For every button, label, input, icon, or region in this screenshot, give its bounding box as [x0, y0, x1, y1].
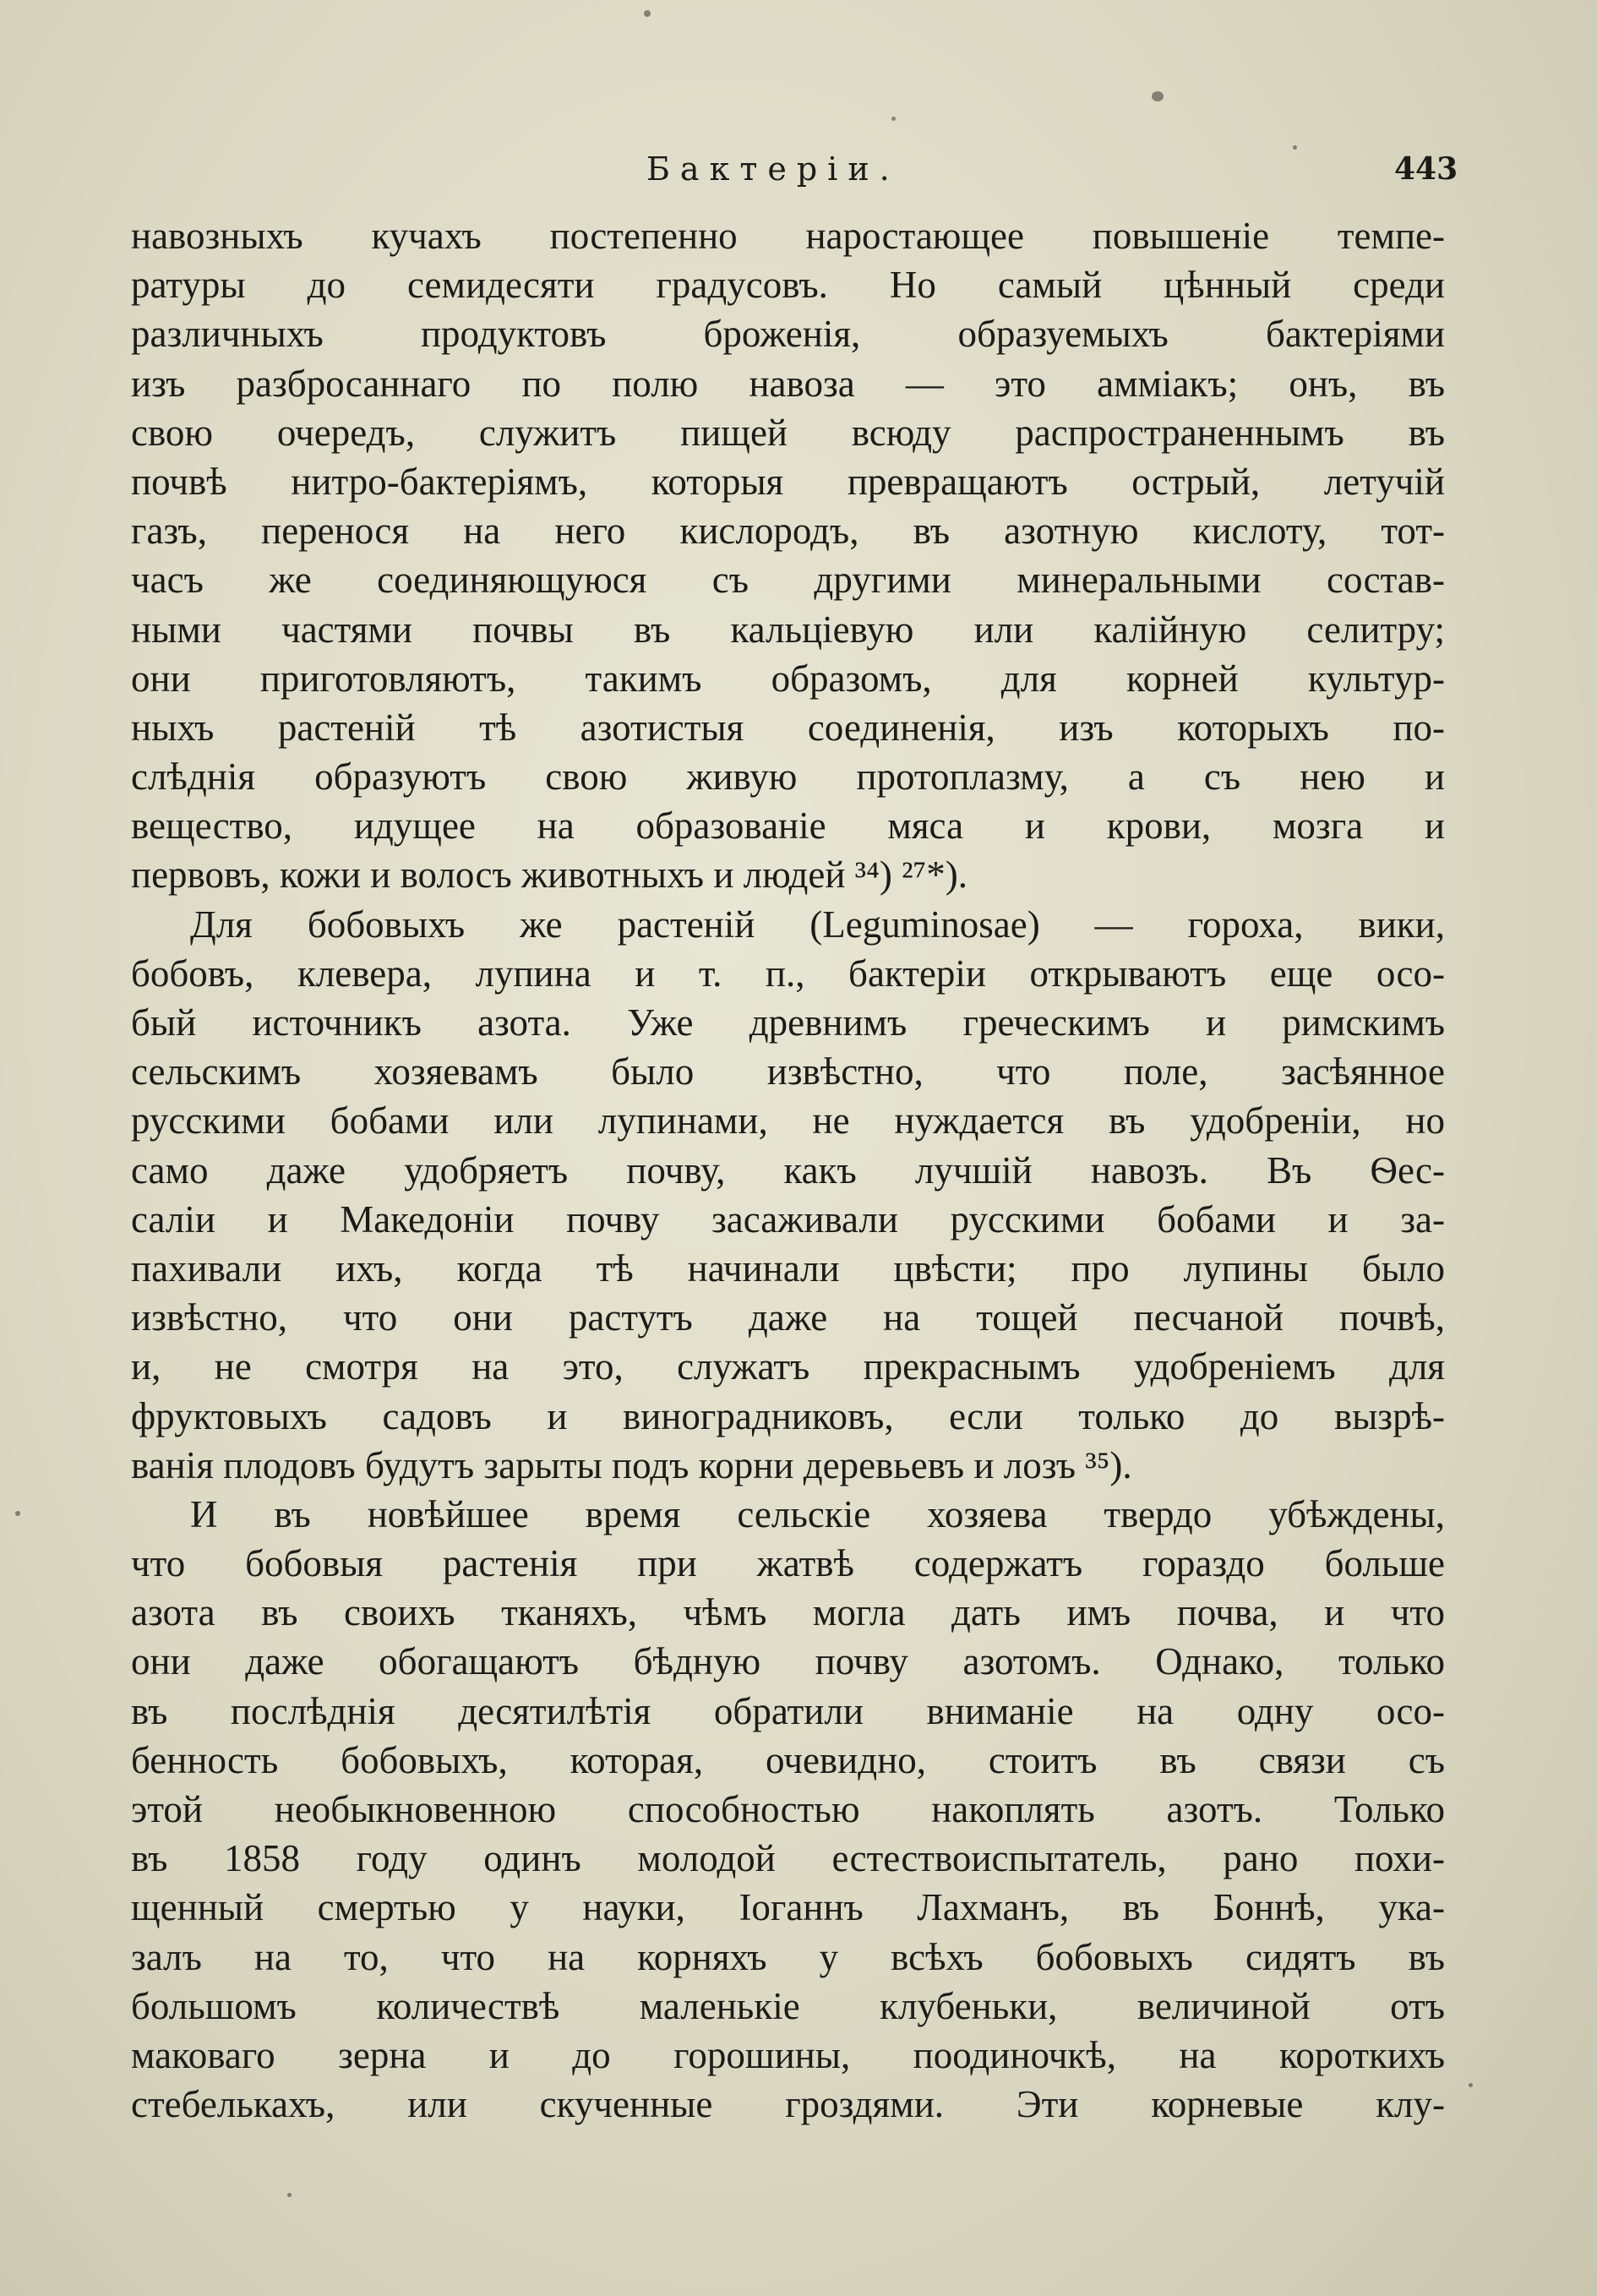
text-line: свою очередъ, служитъ пищей всюду распространеннымъ въ — [131, 411, 1445, 454]
text-line: въ послѣднія десятилѣтія обратили вниманіе на одну осо- — [131, 1689, 1445, 1732]
text-line: ными частями почвы въ кальціевую или калійную селитру; — [131, 608, 1445, 651]
text-line: они приготовляютъ, такимъ образомъ, для корней культур- — [131, 657, 1445, 700]
text-line: большомъ количествѣ маленькіе клубеньки, величиной отъ — [131, 1984, 1445, 2027]
text-line: пахивали ихъ, когда тѣ начинали цвѣсти; про лупины было — [131, 1246, 1445, 1290]
paragraph-3 — [131, 1490, 1445, 2129]
text-line: саліи и Македоніи почву засаживали русскими бобами и за- — [131, 1197, 1445, 1241]
text-line: щенный смертью у науки, Іоганнъ Лахманъ, въ Боннѣ, ука- — [131, 1886, 1445, 1929]
paper-speck — [15, 1511, 20, 1516]
text-line: Для бобовыхъ же растеній (Leguminosae) — гороха, вики, — [190, 903, 1445, 946]
text-line: бобовъ, клевера, лупина и т. п., бактеріи открываютъ еще осо- — [131, 952, 1445, 995]
text-line: изъ разбросаннаго по полю навоза — это амміакъ; онъ, въ — [131, 362, 1445, 405]
page-header — [0, 144, 1597, 194]
text-line: ныхъ растеній тѣ азотистыя соединенія, изъ которыхъ по- — [131, 706, 1445, 749]
text-line: слѣднія образуютъ свою живую протоплазму, а съ нею и — [131, 755, 1445, 799]
running-title: Бактеріи. — [646, 150, 900, 188]
paragraph-2 — [131, 900, 1445, 1490]
text-line: почвѣ нитро-бактеріямъ, которыя превращаютъ острый, летучій — [131, 460, 1445, 503]
text-line: навозныхъ кучахъ постепенно наростающее повышеніе темпе- — [131, 215, 1445, 257]
paper-speck — [644, 10, 651, 17]
text-line: бый источникъ азота. Уже древнимъ греческимъ и римскимъ — [131, 1001, 1445, 1044]
text-line: различныхъ продуктовъ броженія, образуемыхъ бактеріями — [131, 313, 1445, 356]
text-line: само даже удобряетъ почву, какъ лучшій навозъ. Въ Ѳес- — [131, 1148, 1445, 1192]
body-text — [131, 211, 1445, 2129]
text-line: залъ на то, что на корняхъ у всѣхъ бобовыхъ сидятъ въ — [131, 1935, 1445, 1978]
text-line: маковаго зерна и до горошины, поодиночкѣ, на короткихъ — [131, 2033, 1445, 2076]
text-line: ванія плодовъ будутъ зарыты подъ корни деревьевъ и лозъ ³⁵). — [131, 1443, 1132, 1486]
text-line: часъ же соединяющуюся съ другими минеральными состав- — [131, 559, 1445, 602]
paper-speck — [1293, 145, 1297, 150]
text-line: что бобовыя растенія при жатвѣ содержатъ гораздо больше — [131, 1542, 1445, 1585]
text-line: азота въ своихъ тканяхъ, чѣмъ могла дать имъ почва, и что — [131, 1591, 1445, 1634]
paragraph-1 — [131, 211, 1445, 900]
text-line: въ 1858 году одинъ молодой естествоиспытатель, рано похи- — [131, 1837, 1445, 1880]
text-line: вещество, идущее на образованіе мяса и крови, мозга и — [131, 804, 1445, 848]
text-line: сельскимъ хозяевамъ было извѣстно, что поле, засѣянное — [131, 1050, 1445, 1093]
text-line: газъ, перенося на него кислородъ, въ азотную кислоту, тот- — [131, 510, 1445, 553]
text-line: бенность бобовыхъ, которая, очевидно, стоитъ въ связи съ — [131, 1738, 1445, 1781]
paper-speck — [287, 2193, 292, 2197]
text-line: первовъ, кожи и волосъ животныхъ и людей ³⁴) ²⁷*). — [131, 854, 967, 897]
text-line: ратуры до семидесяти градусовъ. Но самый цѣнный среди — [131, 264, 1445, 307]
text-line: и, не смотря на это, служатъ прекраснымъ удобреніемъ для — [131, 1345, 1445, 1388]
paper-speck — [1152, 91, 1164, 101]
text-line: русскими бобами или лупинами, не нуждается въ удобреніи, но — [131, 1099, 1445, 1143]
text-line: они даже обогащаютъ бѣдную почву азотомъ. Однако, только — [131, 1640, 1445, 1683]
text-line: этой необыкновенною способностью накоплять азотъ. Только — [131, 1788, 1445, 1830]
page-number: 443 — [1394, 151, 1458, 187]
text-line: извѣстно, что они растутъ даже на тощей песчаной почвѣ, — [131, 1296, 1445, 1339]
paper-speck — [891, 117, 896, 121]
paper-speck — [1469, 2083, 1473, 2087]
text-line: стебелькахъ, или скученные гроздями. Эти корневые клу- — [131, 2083, 1445, 2126]
text-line: И въ новѣйшее время сельскіе хозяева твердо убѣждены, — [190, 1492, 1445, 1535]
text-line: фруктовыхъ садовъ и виноградниковъ, если только до вызрѣ- — [131, 1394, 1445, 1437]
